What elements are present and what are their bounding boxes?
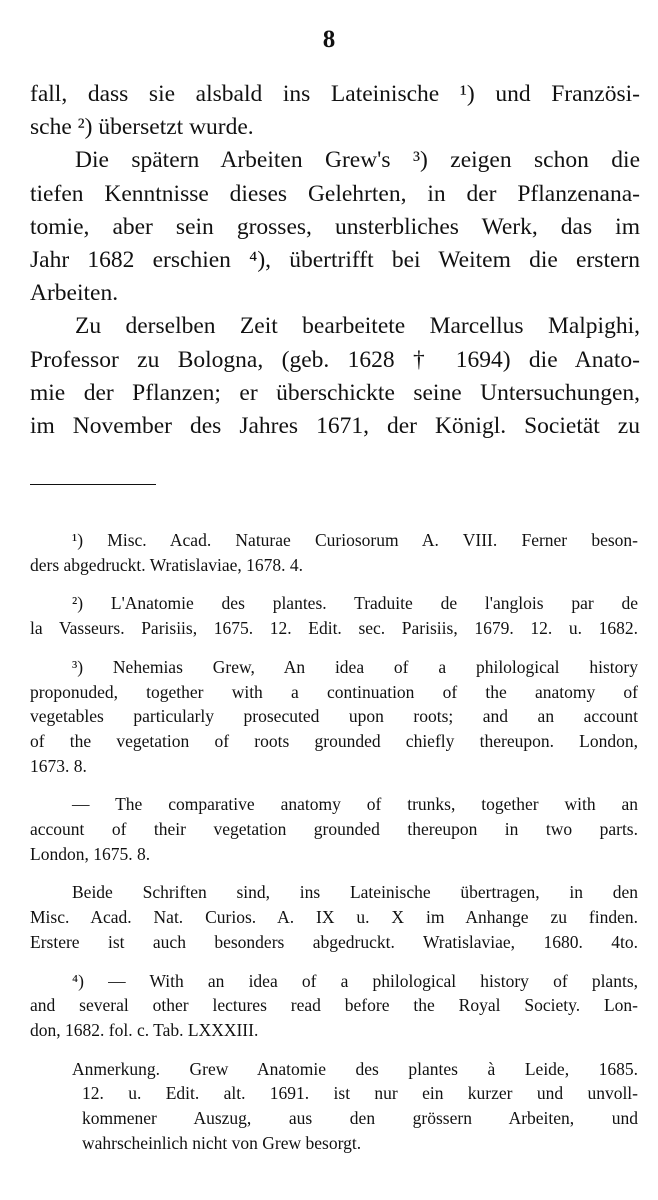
- footnote-line: proponuded, together with a continuation of the anatomy of: [30, 681, 638, 702]
- footnote-line: ⁴) — With an idea of a philological history of plants,: [72, 970, 638, 991]
- footnote-line: — The comparative anatomy of trunks, together with an: [72, 794, 638, 815]
- footnote-separator: [30, 484, 156, 485]
- footnote-line: 12. u. Edit. alt. 1691. ist nur ein kurzer und unvoll-: [82, 1083, 638, 1104]
- main-text: [30, 78, 640, 443]
- text-line: Jahr 1682 erschien ⁴), übertrifft bei Weitem die erstern: [30, 247, 640, 274]
- remark-anmerkung: [30, 1057, 638, 1156]
- paragraph: [30, 78, 640, 144]
- paragraph: [30, 144, 640, 310]
- text-line: im November des Jahres 1671, der Königl. Societät zu: [30, 413, 640, 440]
- text-line: tomie, aber sein grosses, unsterbliches Werk, das im: [30, 213, 640, 240]
- footnote-line: London, 1675. 8.: [30, 843, 151, 864]
- footnote-1: [30, 528, 638, 577]
- footnote-3: [30, 655, 638, 779]
- text-line: Zu derselben Zeit bearbeitete Marcellus Malpighi,: [75, 313, 640, 340]
- footnote-4: [30, 969, 638, 1043]
- text-line: Die spätern Arbeiten Grew's ³) zeigen schon die: [75, 147, 640, 174]
- text-line: sche ²) übersetzt wurde.: [30, 114, 254, 141]
- footnote-line: ²) L'Anatomie des plantes. Traduite de l'anglois par de: [72, 593, 638, 614]
- text-line: Arbeiten.: [30, 280, 119, 307]
- text-line: Professor zu Bologna, (geb. 1628 † 1694) die Anato-: [30, 346, 640, 373]
- footnote-line: Misc. Acad. Nat. Curios. A. IX u. X im Anhange zu finden.: [30, 907, 638, 928]
- footnote-line: ³) Nehemias Grew, An idea of a philological history: [72, 656, 638, 677]
- text-line: mie der Pflanzen; er überschickte seine Untersuchungen,: [30, 379, 640, 406]
- footnote-line: Erstere ist auch besonders abgedruckt. Wratislaviae, 1680. 4to.: [30, 931, 638, 952]
- page-number: 8: [322, 26, 336, 53]
- footnote-3-continued: [30, 792, 638, 866]
- footnote-3-translation-note: [30, 880, 638, 954]
- footnote-line: ¹) Misc. Acad. Naturae Curiosorum A. VIII. Ferner beson-: [72, 530, 638, 550]
- footnote-line: ders abgedruckt. Wratislaviae, 1678. 4.: [30, 554, 304, 575]
- footnote-line: of the vegetation of roots grounded chiefly thereupon. London,: [30, 730, 638, 751]
- footnote-line: la Vasseurs. Parisiis, 1675. 12. Edit. sec. Parisiis, 1679. 12. u. 1682.: [30, 618, 638, 639]
- footnote-line: wahrscheinlich nicht von Grew besorgt.: [82, 1132, 362, 1153]
- footnote-line: Beide Schriften sind, ins Lateinische übertragen, in den: [72, 882, 638, 903]
- footnotes: [30, 528, 638, 1169]
- footnote-2: [30, 591, 638, 640]
- text-line: fall, dass sie alsbald ins Lateinische ¹) und Französi-: [30, 81, 640, 107]
- footnote-line: account of their vegetation grounded thereupon in two parts.: [30, 819, 638, 840]
- footnote-line: kommener Auszug, aus den grössern Arbeiten, und: [82, 1108, 638, 1129]
- footnote-line: don, 1682. fol. c. Tab. LXXXIII.: [30, 1019, 259, 1040]
- paragraph: [30, 310, 640, 443]
- text-line: tiefen Kenntnisse dieses Gelehrten, in der Pflanzenana-: [30, 180, 640, 207]
- footnote-line: vegetables particularly prosecuted upon roots; and an account: [30, 706, 638, 727]
- footnote-line: and several other lectures read before the Royal Society. Lon-: [30, 995, 638, 1016]
- footnote-line: Anmerkung. Grew Anatomie des plantes à Leide, 1685.: [72, 1058, 638, 1079]
- footnote-line: 1673. 8.: [30, 755, 87, 776]
